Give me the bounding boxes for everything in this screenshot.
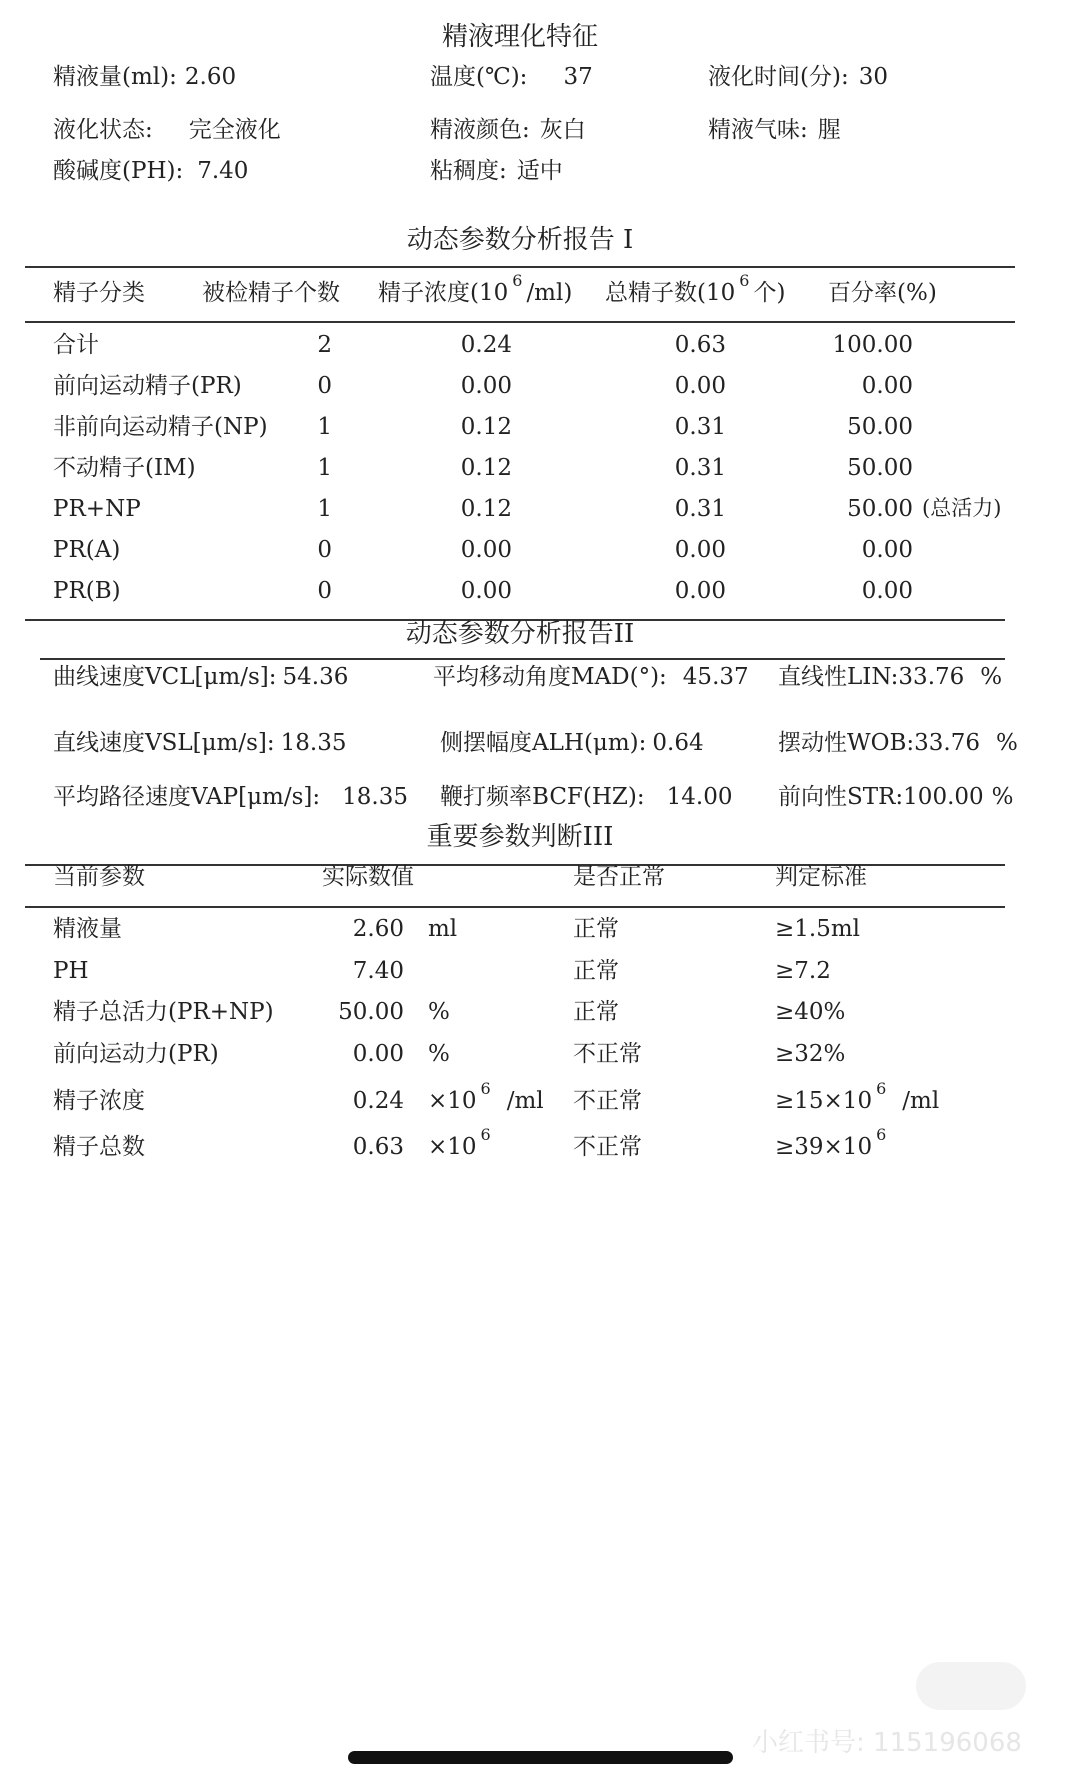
row-percent: 0.00 — [861, 578, 913, 604]
vap-field: 平均路径速度VAP[μm/s]: 18.35 — [53, 784, 408, 810]
standard-text: ≥15×10 — [775, 1088, 873, 1114]
unit-text: ×10 — [428, 1088, 477, 1114]
standard-text: ≥1.5ml — [775, 916, 861, 942]
row-category: PR(A) — [53, 537, 121, 563]
judgement-unit — [428, 1043, 450, 1066]
row-concentration: 0.12 — [460, 455, 512, 481]
liquefaction-time-field: 液化时间(分): 30 — [708, 64, 888, 90]
judgement-value: 0.24 — [352, 1088, 404, 1114]
column-header-actual-value: 实际数值 — [322, 864, 414, 890]
row-count: 1 — [317, 455, 332, 481]
row-concentration: 0.00 — [460, 578, 512, 604]
row-count: 0 — [317, 578, 332, 604]
unit-text: ml — [428, 916, 458, 942]
row-percent: 0.00 — [861, 537, 913, 563]
alh-field: 侧摆幅度ALH(μm): 0.64 — [440, 730, 704, 756]
judgement-param: 精液量 — [53, 916, 122, 942]
vsl-field: 直线速度VSL[μm/s]: 18.35 — [53, 730, 347, 756]
judgement-standard — [775, 960, 831, 983]
judgement-value: 0.00 — [352, 1041, 404, 1067]
watermark-text: 小红书号: 115196068 — [752, 1728, 1022, 1758]
str-field: 前向性STR:100.00 % — [778, 784, 1014, 810]
unit-text: % — [428, 999, 450, 1025]
wob-field: 摆动性WOB:33.76 % — [778, 730, 1018, 756]
unit-exponent: 6 — [480, 1125, 491, 1144]
judgement-value: 7.40 — [352, 958, 404, 984]
bcf-field: 鞭打频率BCF(HZ): 14.00 — [440, 784, 733, 810]
standard-text: ≥32% — [775, 1041, 846, 1067]
semen-color-field: 精液颜色: 灰白 — [430, 117, 586, 143]
row-concentration: 0.24 — [460, 332, 512, 358]
row-total: 0.00 — [674, 373, 726, 399]
table-divider — [40, 658, 1005, 660]
row-category: 前向运动精子(PR) — [53, 373, 242, 399]
ph-field: 酸碱度(PH): 7.40 — [53, 158, 249, 184]
home-indicator[interactable] — [348, 1751, 733, 1764]
row-count: 0 — [317, 373, 332, 399]
judgement-param: PH — [53, 958, 89, 984]
table-divider — [25, 321, 1015, 323]
standard-text: ≥39×10 — [775, 1134, 873, 1160]
standard-text: ≥40% — [775, 999, 846, 1025]
table-divider — [25, 906, 1005, 908]
column-header-percent: 百分率(%) — [828, 280, 937, 306]
judgement-value: 2.60 — [352, 916, 404, 942]
section-title-report-2: 动态参数分析报告II — [405, 619, 635, 649]
lin-field: 直线性LIN:33.76 % — [778, 664, 1003, 690]
unit-text: % — [428, 1041, 450, 1067]
section-title-characteristics: 精液理化特征 — [441, 22, 598, 52]
row-concentration: 0.00 — [460, 373, 512, 399]
row-concentration: 0.12 — [460, 496, 512, 522]
row-concentration: 0.12 — [460, 414, 512, 440]
unit-exponent: 6 — [480, 1079, 491, 1098]
row-count: 1 — [317, 414, 332, 440]
judgement-unit — [428, 1079, 544, 1114]
judgement-standard — [775, 1125, 902, 1160]
column-header-standard: 判定标准 — [775, 864, 867, 890]
judgement-unit — [428, 918, 457, 941]
semen-odor-field: 精液气味: 腥 — [708, 117, 841, 143]
judgement-param: 前向运动力(PR) — [53, 1041, 219, 1067]
row-count: 0 — [317, 537, 332, 563]
table-divider — [25, 266, 1015, 268]
judgement-unit — [428, 1125, 507, 1160]
unit-text: ×10 — [428, 1134, 477, 1160]
judgement-status: 不正常 — [573, 1041, 642, 1067]
standard-exponent: 6 — [876, 1125, 887, 1144]
column-header-parameter: 当前参数 — [53, 864, 145, 890]
row-category: PR(B) — [53, 578, 121, 604]
row-total: 0.31 — [674, 414, 726, 440]
liquefaction-state-field: 液化状态: 完全液化 — [53, 117, 281, 143]
row-percent: 50.00 — [847, 414, 913, 440]
column-header-normal: 是否正常 — [573, 864, 665, 890]
judgement-status: 正常 — [573, 999, 619, 1025]
judgement-standard — [775, 1001, 845, 1024]
standard-suffix: /ml — [902, 1088, 940, 1114]
temperature-field: 温度(℃): 37 — [430, 64, 593, 90]
section-title-report-3: 重要参数判断III — [426, 822, 614, 852]
judgement-standard — [775, 1079, 940, 1114]
judgement-value: 50.00 — [338, 999, 404, 1025]
judgement-param: 精子浓度 — [53, 1088, 145, 1114]
row-percent: 0.00 — [861, 373, 913, 399]
row-total: 0.00 — [674, 537, 726, 563]
column-header-concentration: 精子浓度(10 $^6$ /ml) — [378, 271, 573, 306]
row-percent: 50.00 — [847, 455, 913, 481]
row-category: 不动精子(IM) — [53, 455, 196, 481]
judgement-status: 不正常 — [573, 1088, 642, 1114]
unit-suffix: /ml — [506, 1088, 544, 1114]
row-total: 0.31 — [674, 496, 726, 522]
section-title-report-1: 动态参数分析报告 I — [406, 225, 634, 255]
judgement-status: 正常 — [573, 916, 619, 942]
row-category: 合计 — [53, 332, 99, 358]
judgement-unit — [428, 1001, 450, 1024]
mad-field: 平均移动角度MAD(°): 45.37 — [433, 664, 749, 690]
vcl-field: 曲线速度VCL[μm/s]: 54.36 — [53, 664, 349, 690]
row-percent: 50.00 — [847, 496, 913, 522]
row-total: 0.63 — [674, 332, 726, 358]
column-header-count: 被检精子个数 — [202, 280, 340, 306]
judgement-status: 不正常 — [573, 1134, 642, 1160]
judgement-value: 0.63 — [352, 1134, 404, 1160]
row-total: 0.31 — [674, 455, 726, 481]
row-percent: 100.00 — [832, 332, 913, 358]
column-header-category: 精子分类 — [53, 280, 145, 306]
row-count: 2 — [317, 332, 332, 358]
row-concentration: 0.00 — [460, 537, 512, 563]
row-total: 0.00 — [674, 578, 726, 604]
row-note: (总活力) — [922, 496, 1002, 520]
standard-text: ≥7.2 — [775, 958, 831, 984]
row-category: 非前向运动精子(NP) — [53, 414, 268, 440]
watermark-badge — [916, 1662, 1026, 1710]
judgement-status: 正常 — [573, 958, 619, 984]
judgement-standard — [775, 918, 860, 941]
standard-exponent: 6 — [876, 1079, 887, 1098]
judgement-param: 精子总数 — [53, 1134, 145, 1160]
column-header-total: 总精子数(10 $^6$ 个) — [605, 271, 786, 306]
judgement-param: 精子总活力(PR+NP) — [53, 999, 274, 1025]
row-count: 1 — [317, 496, 332, 522]
viscosity-field: 粘稠度: 适中 — [430, 158, 563, 184]
judgement-standard — [775, 1043, 845, 1066]
row-category: PR+NP — [53, 496, 141, 522]
semen-volume-field: 精液量(ml): 2.60 — [53, 64, 237, 90]
